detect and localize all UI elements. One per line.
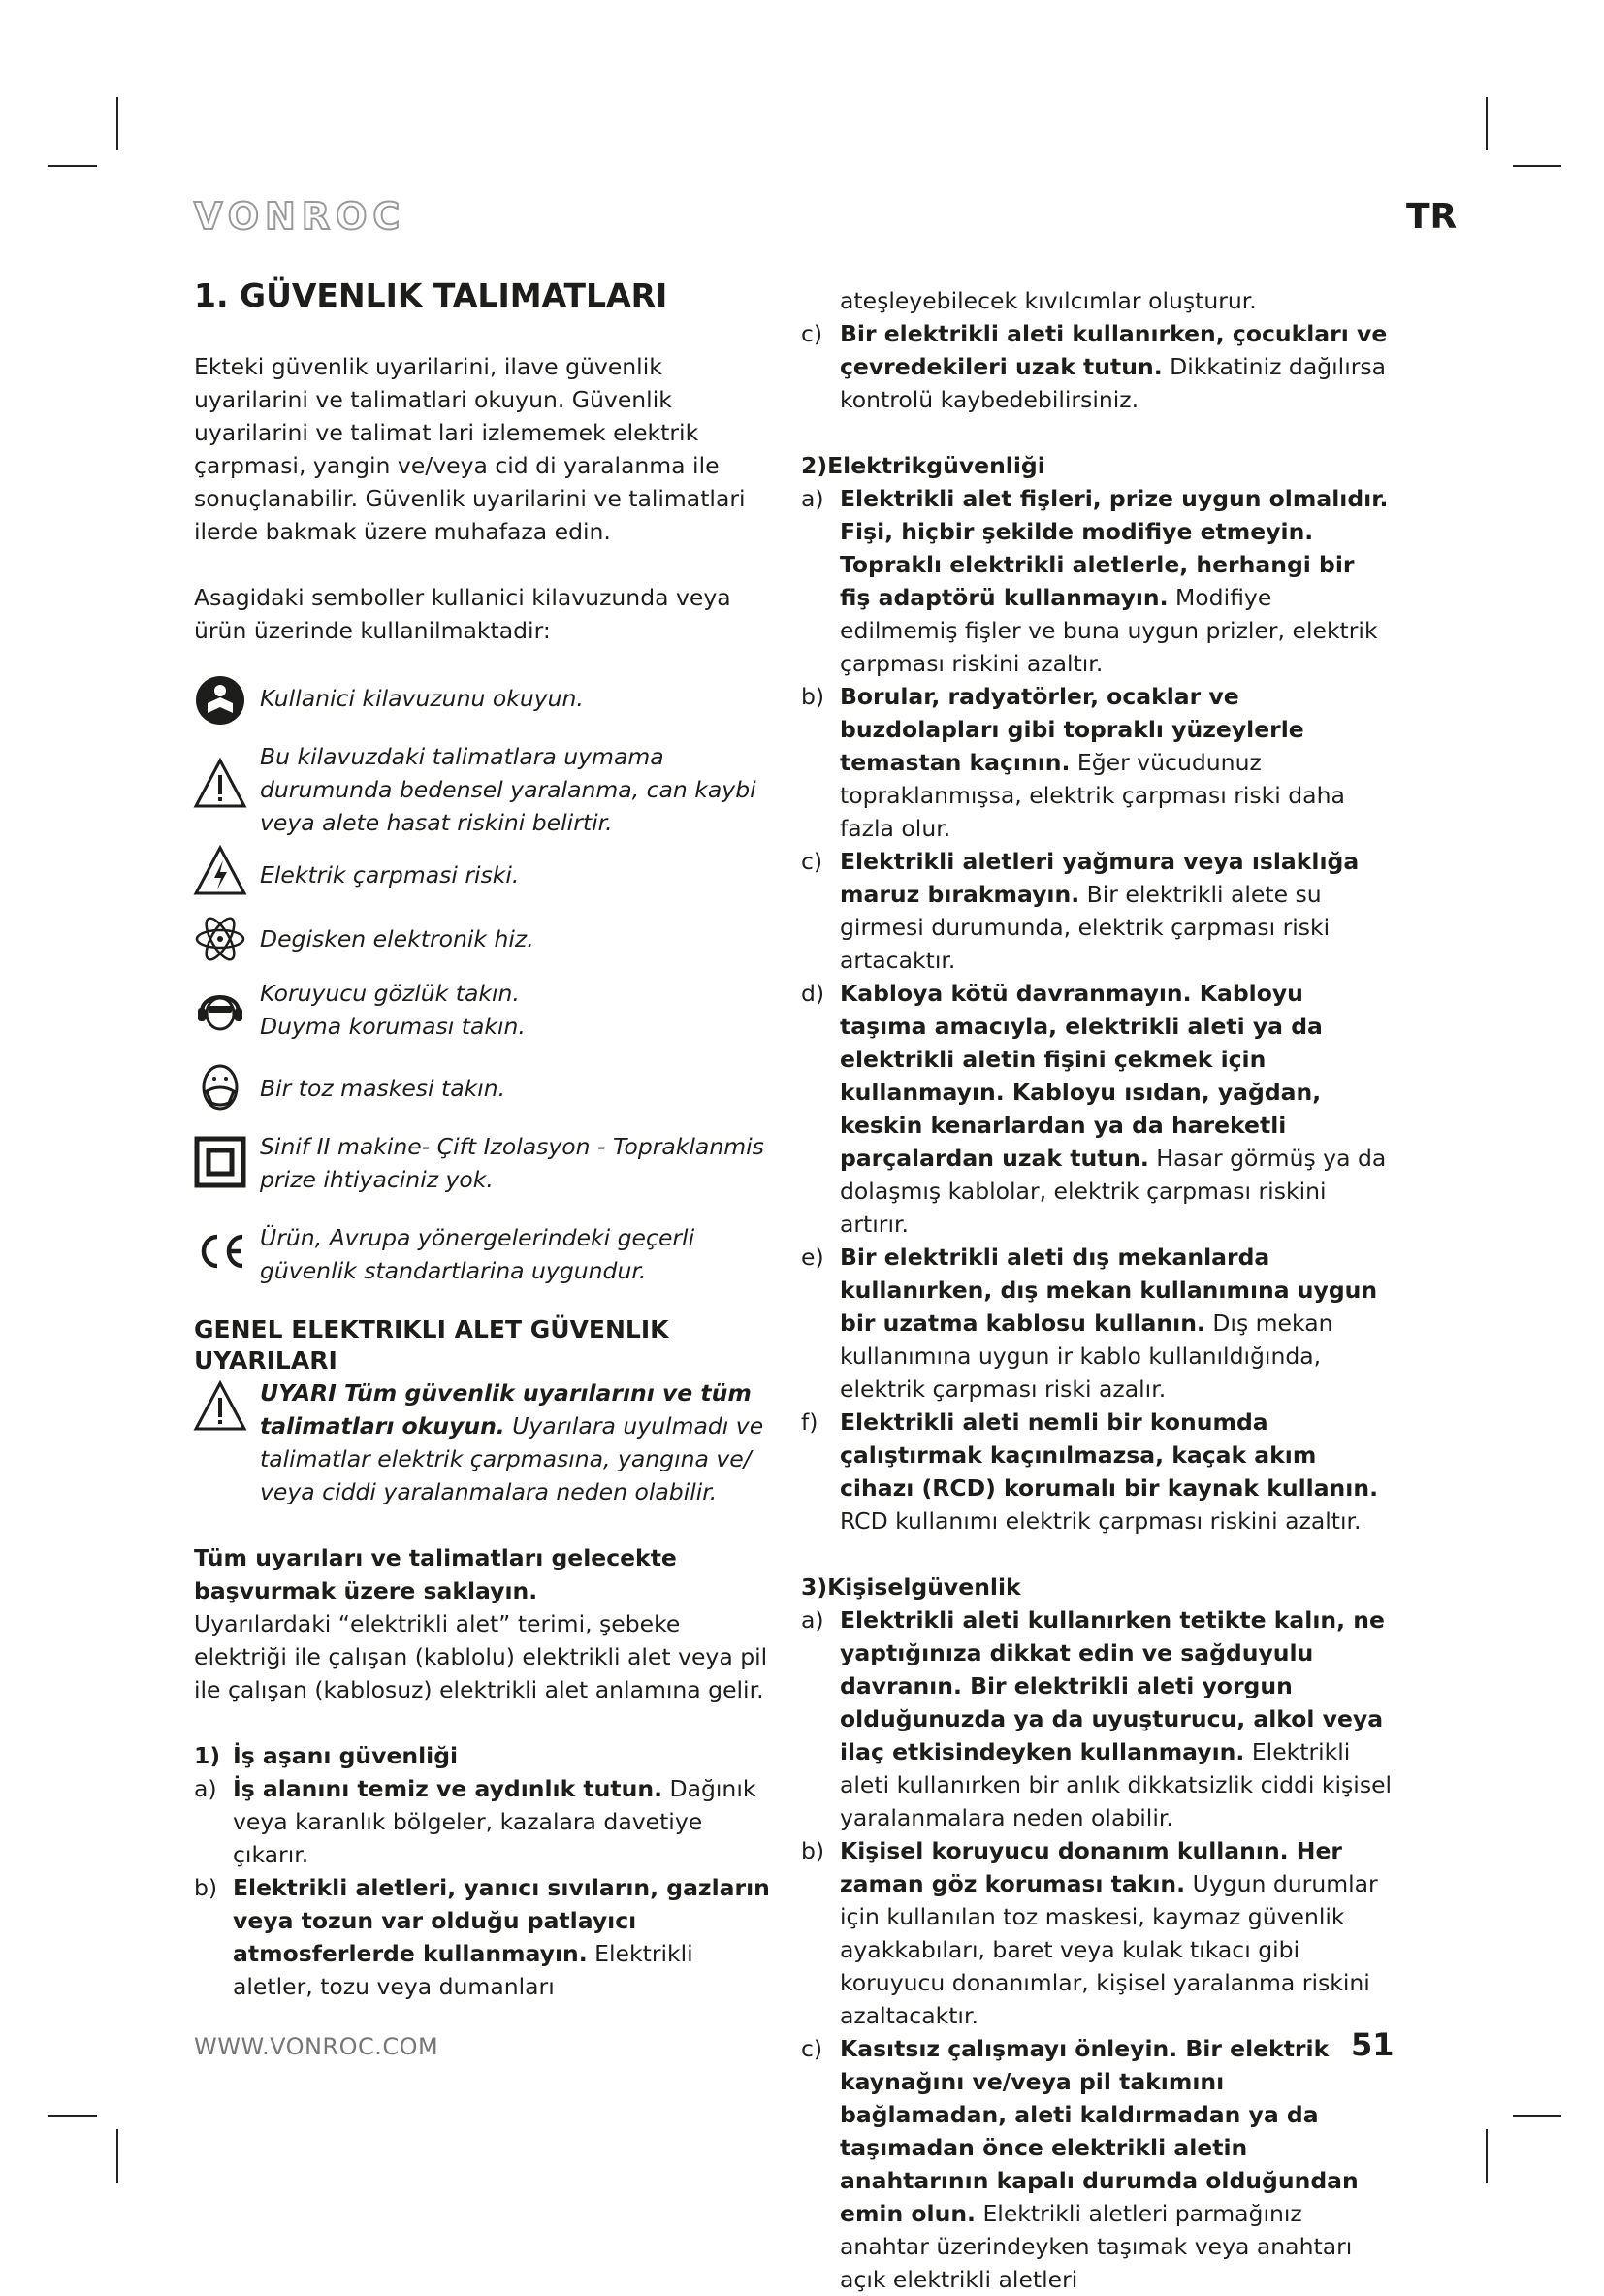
item-bold: Elektrikli aletleri yağmura veya ıslaklığa maruz bırakmayın. (840, 848, 1360, 908)
item-text (840, 977, 1393, 1241)
list-item (801, 482, 1393, 680)
item-text (233, 1772, 776, 1871)
crop-mark (116, 2129, 118, 2183)
symbol-text: Sinif II makine- Çift Izolasyon - Topraklanmis prize ihtiyaciniz yok. (260, 1133, 764, 1193)
item-text (840, 1406, 1393, 1537)
symbol-text: Bu kilavuzdaki talimatlara uymama durumunda bedensel yaralanma, can kaybi veya alete hasat riskini belirtir. (260, 743, 756, 836)
item-label: d) (801, 980, 825, 1007)
list-item (801, 845, 1393, 977)
list-item (801, 977, 1393, 1241)
crop-mark (48, 165, 97, 167)
power-tool-definition: Uyarılardaki “elektrikli alet” terimi, şebeke elektriği ile çalışan (kablolu) elektrikli alet veya pil ile çalışan (kablosuz) elektrikli alet anlamına gelir. (194, 1610, 768, 1703)
symbol-row (194, 674, 776, 740)
section-title: 1. GÜVENLIK TALIMATLARI (194, 276, 668, 314)
item-rest: Dış mekan kullanımına uygun ir kablo kullanıldığında, elektrik çarpması riski azalır. (840, 1310, 1333, 1403)
item-rest: Dikkatiniz dağılırsa kontrolü kaybedebilirsiniz. (840, 353, 1387, 413)
symbol-text: Kullanici kilavuzunu okuyun. (260, 685, 584, 712)
symbol-text: Ürün, Avrupa yönergelerindeki geçerli güvenlik standartlarina uygundur. (260, 1224, 695, 1284)
class-ii-icon (194, 1136, 246, 1188)
symbol-text: Bir toz maskesi takın. (260, 1075, 506, 1102)
list-item (801, 317, 1393, 416)
item-bold: Bir elektrikli aleti dış mekanlarda kullanırken, dış mekan kullanımına uygun bir uzatma kablosu kullanın. (840, 1244, 1378, 1337)
crop-mark (1513, 2115, 1561, 2117)
item-rest: Dağınık veya karanlık bölgeler, kazalara davetiye çıkarır. (233, 1775, 756, 1868)
subsection-heading (194, 1739, 776, 1772)
keep-instructions (194, 1541, 776, 1607)
symbol-text: Degisken elektronik hiz. (260, 925, 534, 953)
symbol-text-line: Koruyucu gözlük takın. (260, 980, 520, 1007)
footer-url: WWW.VONROC.COM (194, 2033, 439, 2060)
symbol-row (194, 1130, 776, 1221)
warning-text (260, 1376, 776, 1508)
item-bold: Elektrikli aleti kullanırken tetikte kalın, ne yaptığınıza dikkat edin ve sağduyulu davranın. Bir elektrikli aleti yorgun olduğunuzda ya da uyuşturucu, alkol veya ilaç etkisindeyken kullanmayın. (840, 1606, 1385, 1765)
symbols-intro: Asagidaki semboller kullanici kilavuzunda veya ürün üzerinde kullanilmaktadir: (194, 584, 731, 644)
list-item (801, 1603, 1393, 1834)
item-label: a) (801, 485, 824, 512)
warning-rest: Uyarılara uyulmadı ve talimatlar elektrik çarpmasına, yangına ve/ veya ciddi yaralanmalara neden olabilir. (260, 1412, 764, 1505)
brand-logo (194, 194, 406, 238)
item-text (840, 482, 1393, 680)
subsection-title: İş aşanı güvenliği (233, 1742, 459, 1769)
item-rest: Eğer vücudunuz topraklanmışsa, elektrik çarpması riski daha fazla olur. (840, 749, 1345, 842)
list-item (801, 1406, 1393, 1537)
item-text (233, 1871, 776, 2003)
language-code: TR (1406, 197, 1458, 237)
intro-paragraph: Ekteki güvenlik uyarilarini, ilave güvenlik uyarilarini ve talimatlari okuyun. Güvenlik uyarilarini ve talimat lari izlememek elektrik çarpmasi, yangin ve/veya cid di yaralanma ile sonuçlanabilir. Güvenlik uyarilarini ve talimatlari ilerde bakmak üzere muhafaza edin. (194, 353, 746, 545)
symbol-text-line: Duyma koruması takın. (260, 1013, 526, 1040)
warning-icon (194, 1380, 246, 1433)
item-rest: Elektrikli aleti kullanırken bir anlık dikkatsizlik ciddi kişisel yaralanmalara neden olabilir. (840, 1738, 1393, 1831)
item-bold: Elektrikli alet fişleri, prize uygun olmalıdır. Fişi, hiçbir şekilde modifiye etmeyin. Topraklı elektrikli aletlerle, herhangi bir fiş adaptörü kullanmayın. (840, 485, 1389, 611)
left-column (194, 276, 776, 2003)
warning-icon (194, 758, 246, 810)
symbol-row (194, 977, 776, 1062)
item-text (840, 1603, 1393, 1834)
symbol-row (194, 740, 776, 845)
item-label: f) (801, 1408, 818, 1436)
symbol-row (194, 913, 776, 977)
electrical-safety-heading: 2)Elektrikgüvenliği (801, 452, 1045, 479)
continuation-text: ateşleyebilecek kıvılcımlar oluşturur. (840, 287, 1257, 314)
list-item (801, 2032, 1393, 2296)
personal-safety-heading: 3)Kişiselgüvenlik (801, 1573, 1021, 1601)
item-rest: Modifiye edilmemiş fişler ve buna uygun prizler, elektrik çarpması riskini azaltır. (840, 584, 1378, 677)
ce-mark-icon (194, 1225, 246, 1277)
item-text (840, 1241, 1393, 1406)
item-label: b) (801, 683, 825, 710)
goggles-ear-protection-icon (194, 983, 246, 1035)
electric-shock-icon (194, 845, 246, 897)
item-rest: RCD kullanımı elektrik çarpması riskini azaltır. (840, 1507, 1362, 1535)
electronic-speed-icon (194, 913, 246, 965)
symbol-row (194, 845, 776, 913)
list-item (801, 680, 1393, 845)
right-column (801, 284, 1393, 2296)
brand-name: VONROC (194, 195, 406, 238)
item-label: a) (801, 1606, 824, 1633)
item-bold: Elektrikli aleti nemli bir konumda çalıştırmak kaçınılmazsa, kaçak akım cihazı (RCD) korumalı bir kaynak kullanın. (840, 1408, 1378, 1502)
item-rest: Uygun durumlar için kullanılan toz maskesi, kaymaz güvenlik ayakkabıları, baret veya kulak tıkacı gibi koruyucu donanımlar, kişisel yaralanma riskini azaltacaktır. (840, 1870, 1378, 2029)
item-bold: Elektrikli aletleri, yanıcı sıvıların, gazların veya tozun var olduğu patlayıcı atmosferlerde kullanmayın. (233, 1874, 770, 1967)
item-bold: Bir elektrikli aleti kullanırken, çocukları ve çevredekileri uzak tutun. (840, 320, 1388, 380)
item-text (840, 845, 1393, 977)
item-rest: Hasar görmüş ya da dolaşmış kablolar, elektrik çarpması riskini artırır. (840, 1145, 1387, 1238)
list-item (801, 1241, 1393, 1406)
item-bold: Kasıtsız çalışmayı önleyin. Bir elektrik kaynağını ve/veya pil takımını bağlamadan, aleti kaldırmadan ya da taşımadan önce elektrikli aletin anahtarının kapalı durumda olduğundan emin olun. (840, 2035, 1359, 2227)
list-item (194, 1772, 776, 1871)
page-number: 51 (1351, 2026, 1395, 2063)
read-manual-icon (194, 674, 246, 727)
item-text (840, 1834, 1393, 2032)
crop-mark (116, 97, 118, 150)
item-bold: Kabloya kötü davranmayın. Kabloyu taşıma amacıyla, elektrikli aleti ya da elektrikli aletin fişini çekmek için kullanmayın. Kabloyu ısıdan, yağdan, keskin kenarlardan ya da hareketli parçalardan uzak tutun. (840, 980, 1323, 1172)
symbol-text: Elektrik çarpmasi riski. (260, 861, 520, 889)
subsection-number: 1) (194, 1742, 221, 1769)
symbol-row (194, 1062, 776, 1130)
general-warnings-heading: GENEL ELEKTRIKLI ALET GÜVENLIK UYARILARI (194, 1315, 669, 1374)
crop-mark (1486, 97, 1488, 150)
item-label: b) (194, 1874, 218, 1901)
list-item (801, 1834, 1393, 2032)
warning-block (194, 1376, 776, 1508)
item-text (840, 680, 1393, 845)
item-label: a) (194, 1775, 217, 1802)
item-label: b) (801, 1837, 825, 1864)
item-text (840, 2032, 1393, 2296)
crop-mark (1513, 165, 1561, 167)
item-label: c) (801, 2035, 823, 2062)
item-label: c) (801, 320, 823, 347)
keep-bold: Tüm uyarıları ve talimatları gelecekte başvurmak üzere saklayın. (194, 1544, 677, 1604)
item-bold: Borular, radyatörler, ocaklar ve buzdolapları gibi topraklı yüzeylerle temastan kaçının. (840, 683, 1304, 776)
symbol-row (194, 1221, 776, 1314)
item-rest: Elektrikli aletler, tozu veya dumanları (233, 1940, 693, 2000)
symbol-text (260, 977, 776, 1043)
item-text (840, 317, 1393, 416)
warning-bold: UYARI Tüm güvenlik uyarılarını ve tüm talimatları okuyun. (260, 1379, 752, 1439)
item-bold: İş alanını temiz ve aydınlık tutun. (233, 1775, 663, 1802)
item-rest: Elektrikli aletleri parmağınız anahtar üzerindeyken taşımak veya anahtarı açık elektrikli aletleri (840, 2200, 1353, 2293)
list-item (194, 1871, 776, 2003)
crop-mark (1486, 2129, 1488, 2183)
item-label: c) (801, 848, 823, 875)
continuation (801, 284, 1393, 317)
crop-mark (48, 2115, 97, 2117)
item-rest: Bir elektrikli alete su girmesi durumunda, elektrik çarpması riski artacaktır. (840, 881, 1331, 974)
dust-mask-icon (194, 1062, 246, 1115)
item-label: e) (801, 1244, 824, 1271)
item-bold: Kişisel koruyucu donanım kullanın. Her zaman göz koruması takın. (840, 1837, 1342, 1897)
